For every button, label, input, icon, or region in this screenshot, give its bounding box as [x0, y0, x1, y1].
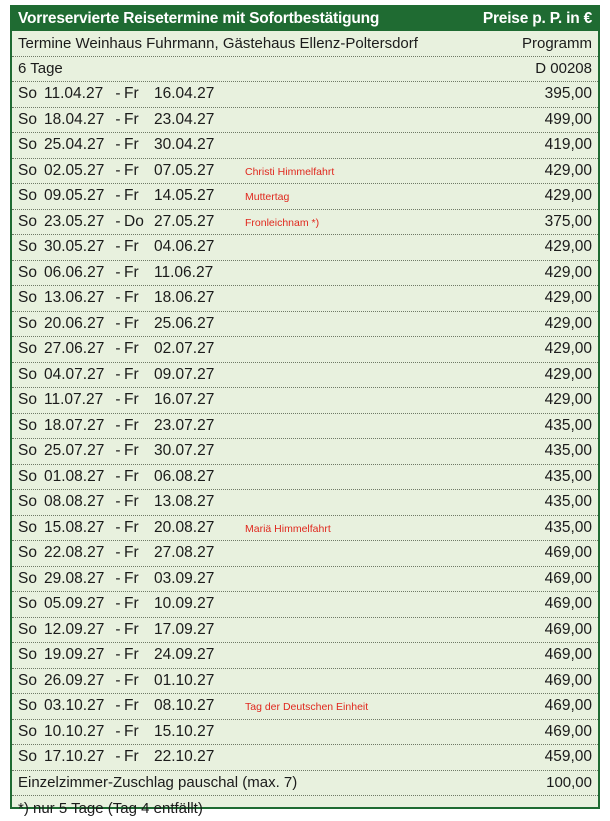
- price: 435,00: [544, 416, 592, 434]
- date-range: [18, 646, 234, 664]
- start-weekday: So: [18, 314, 37, 332]
- start-weekday: So: [18, 289, 37, 307]
- start-weekday: So: [18, 620, 37, 638]
- end-weekday: Fr: [124, 416, 139, 434]
- table-row: [12, 465, 598, 491]
- end-weekday: Fr: [124, 493, 139, 511]
- end-weekday: Fr: [124, 595, 139, 613]
- end-weekday: Fr: [124, 187, 139, 205]
- date-range: [18, 162, 234, 180]
- price: 435,00: [544, 442, 592, 460]
- table-header: [12, 7, 598, 31]
- price: 395,00: [544, 85, 592, 103]
- end-weekday: Fr: [124, 365, 139, 383]
- end-date: 25.06.27: [154, 314, 215, 332]
- table-row: [12, 210, 598, 236]
- range-separator: -: [115, 722, 121, 740]
- end-date: 24.09.27: [154, 646, 215, 664]
- end-date: 27.08.27: [154, 544, 215, 562]
- date-range: [18, 544, 234, 562]
- end-weekday: Fr: [124, 722, 139, 740]
- start-weekday: So: [18, 697, 37, 715]
- end-date: 23.04.27: [154, 110, 215, 128]
- date-range: [18, 595, 234, 613]
- date-range: [18, 723, 234, 741]
- price: 469,00: [544, 646, 592, 664]
- range-separator: -: [115, 212, 121, 230]
- date-range: [18, 111, 234, 129]
- start-weekday: So: [18, 136, 37, 154]
- start-weekday: So: [18, 85, 37, 103]
- table-row: [12, 159, 598, 185]
- programm-code: D 00208: [535, 60, 592, 78]
- range-separator: -: [115, 748, 121, 766]
- table-row: [12, 108, 598, 134]
- end-weekday: Fr: [124, 671, 139, 689]
- location-row: [12, 31, 598, 57]
- end-weekday: Fr: [124, 340, 139, 358]
- table-row: [12, 337, 598, 363]
- date-range: [18, 391, 234, 409]
- start-date: 05.09.27: [44, 595, 105, 613]
- end-weekday: Fr: [124, 544, 139, 562]
- date-range: [18, 187, 234, 205]
- date-rows: [12, 82, 598, 771]
- end-date: 02.07.27: [154, 340, 215, 358]
- date-range: [18, 238, 234, 256]
- end-date: 23.07.27: [154, 416, 215, 434]
- table-row: [12, 567, 598, 593]
- end-weekday: Fr: [124, 391, 139, 409]
- start-weekday: So: [18, 493, 37, 511]
- price: 429,00: [544, 161, 592, 179]
- table-row: [12, 133, 598, 159]
- start-date: 26.09.27: [44, 671, 105, 689]
- table-row: [12, 669, 598, 695]
- date-range: [18, 340, 234, 358]
- end-date: 17.09.27: [154, 620, 215, 638]
- price: 429,00: [544, 187, 592, 205]
- start-weekday: So: [18, 569, 37, 587]
- range-separator: -: [115, 136, 121, 154]
- range-separator: -: [115, 161, 121, 179]
- start-weekday: So: [18, 518, 37, 536]
- price: 375,00: [544, 212, 592, 230]
- end-weekday: Fr: [124, 85, 139, 103]
- end-date: 20.08.27: [154, 518, 215, 536]
- range-separator: -: [115, 85, 121, 103]
- holiday-note: Tag der Deutschen Einheit: [245, 701, 369, 713]
- start-date: 22.08.27: [44, 544, 105, 562]
- footnote-row: [12, 796, 598, 821]
- end-date: 08.10.27: [154, 697, 215, 715]
- date-range: [18, 621, 234, 639]
- range-separator: -: [115, 314, 121, 332]
- start-weekday: So: [18, 187, 37, 205]
- start-weekday: So: [18, 595, 37, 613]
- range-separator: -: [115, 569, 121, 587]
- start-date: 30.05.27: [44, 238, 105, 256]
- start-weekday: So: [18, 110, 37, 128]
- table-row: [12, 439, 598, 465]
- range-separator: -: [115, 493, 121, 511]
- end-date: 01.10.27: [154, 671, 215, 689]
- price: 429,00: [544, 289, 592, 307]
- end-date: 03.09.27: [154, 569, 215, 587]
- price-table: [10, 5, 600, 817]
- end-date: 27.05.27: [154, 212, 215, 230]
- programm-label: Programm: [521, 34, 592, 52]
- start-weekday: So: [18, 416, 37, 434]
- price: 435,00: [544, 493, 592, 511]
- end-date: 11.06.27: [154, 263, 214, 281]
- start-date: 06.06.27: [44, 263, 105, 281]
- price: 499,00: [544, 110, 592, 128]
- location-text: Termine Weinhaus Fuhrmann, Gästehaus Ellenz-Poltersdorf: [18, 34, 418, 52]
- start-weekday: So: [18, 161, 37, 179]
- start-date: 02.05.27: [44, 161, 105, 179]
- surcharge-price: 100,00: [546, 774, 592, 792]
- range-separator: -: [115, 671, 121, 689]
- end-date: 18.06.27: [154, 289, 215, 307]
- price: 429,00: [544, 238, 592, 256]
- table-row: [12, 82, 598, 108]
- end-weekday: Fr: [124, 161, 139, 179]
- range-separator: -: [115, 595, 121, 613]
- start-weekday: So: [18, 238, 37, 256]
- end-date: 15.10.27: [154, 722, 215, 740]
- end-weekday: Fr: [124, 646, 139, 664]
- date-range: [18, 493, 234, 511]
- range-separator: -: [115, 340, 121, 358]
- surcharge-label: Einzelzimmer-Zuschlag pauschal (max. 7): [18, 774, 298, 792]
- end-weekday: Fr: [124, 518, 139, 536]
- price: 469,00: [544, 671, 592, 689]
- start-weekday: So: [18, 544, 37, 562]
- date-range: [18, 672, 234, 690]
- range-separator: -: [115, 697, 121, 715]
- start-date: 29.08.27: [44, 569, 105, 587]
- date-range: [18, 315, 234, 333]
- date-range: [18, 519, 234, 537]
- end-weekday: Fr: [124, 110, 139, 128]
- end-weekday: Fr: [124, 569, 139, 587]
- price: 429,00: [544, 263, 592, 281]
- price: 469,00: [544, 697, 592, 715]
- price: 419,00: [544, 136, 592, 154]
- end-date: 10.09.27: [154, 595, 215, 613]
- range-separator: -: [115, 238, 121, 256]
- end-weekday: Do: [124, 212, 144, 230]
- price: 469,00: [544, 620, 592, 638]
- start-weekday: So: [18, 442, 37, 460]
- table-row: [12, 694, 598, 720]
- start-date: 11.04.27: [44, 85, 104, 103]
- range-separator: -: [115, 365, 121, 383]
- start-date: 11.07.27: [44, 391, 104, 409]
- start-date: 08.08.27: [44, 493, 105, 511]
- footnote-text: *) nur 5 Tage (Tag 4 entfällt): [18, 800, 203, 817]
- start-date: 18.07.27: [44, 416, 105, 434]
- surcharge-row: [12, 771, 598, 797]
- holiday-note: Muttertag: [245, 191, 290, 203]
- end-date: 06.08.27: [154, 467, 215, 485]
- end-weekday: Fr: [124, 289, 139, 307]
- start-weekday: So: [18, 212, 37, 230]
- start-date: 01.08.27: [44, 467, 105, 485]
- table-row: [12, 286, 598, 312]
- range-separator: -: [115, 416, 121, 434]
- duration-text: 6 Tage: [18, 60, 63, 78]
- start-date: 20.06.27: [44, 314, 105, 332]
- date-range: [18, 213, 234, 231]
- end-weekday: Fr: [124, 314, 139, 332]
- date-range: [18, 570, 234, 588]
- price: 429,00: [544, 365, 592, 383]
- start-weekday: So: [18, 646, 37, 664]
- start-date: 10.10.27: [44, 722, 105, 740]
- price: 469,00: [544, 569, 592, 587]
- range-separator: -: [115, 544, 121, 562]
- end-weekday: Fr: [124, 263, 139, 281]
- table-row: [12, 541, 598, 567]
- price: 469,00: [544, 595, 592, 613]
- table-title: Vorreservierte Reisetermine mit Sofortbestätigung: [18, 10, 380, 27]
- price: 469,00: [544, 722, 592, 740]
- table-row: [12, 235, 598, 261]
- date-range: [18, 697, 234, 715]
- end-date: 13.08.27: [154, 493, 215, 511]
- end-date: 30.04.27: [154, 136, 215, 154]
- table-row: [12, 516, 598, 542]
- start-date: 03.10.27: [44, 697, 105, 715]
- start-weekday: So: [18, 722, 37, 740]
- table-row: [12, 618, 598, 644]
- range-separator: -: [115, 391, 121, 409]
- start-date: 19.09.27: [44, 646, 105, 664]
- holiday-note: Mariä Himmelfahrt: [245, 522, 331, 535]
- end-weekday: Fr: [124, 467, 139, 485]
- range-separator: -: [115, 518, 121, 536]
- end-weekday: Fr: [124, 136, 139, 154]
- start-weekday: So: [18, 365, 37, 383]
- price-unit-label: Preise p. P. in €: [482, 10, 592, 27]
- end-date: 16.07.27: [154, 391, 215, 409]
- range-separator: -: [115, 442, 121, 460]
- start-weekday: So: [18, 671, 37, 689]
- start-weekday: So: [18, 340, 37, 358]
- end-weekday: Fr: [124, 238, 139, 256]
- holiday-note: Fronleichnam *): [245, 216, 320, 229]
- start-weekday: So: [18, 467, 37, 485]
- table-row: [12, 261, 598, 287]
- range-separator: -: [115, 187, 121, 205]
- start-date: 18.04.27: [44, 110, 105, 128]
- start-weekday: So: [18, 748, 37, 766]
- table-row: [12, 592, 598, 618]
- start-date: 23.05.27: [44, 212, 105, 230]
- table-row: [12, 184, 598, 210]
- end-date: 16.04.27: [154, 85, 215, 103]
- table-row: [12, 312, 598, 338]
- range-separator: -: [115, 289, 121, 307]
- start-date: 12.09.27: [44, 620, 105, 638]
- holiday-note: Christi Himmelfahrt: [245, 165, 335, 178]
- price: 429,00: [544, 391, 592, 409]
- end-date: 09.07.27: [154, 365, 215, 383]
- start-date: 13.06.27: [44, 289, 105, 307]
- date-range: [18, 417, 234, 435]
- table-row: [12, 643, 598, 669]
- end-date: 04.06.27: [154, 238, 215, 256]
- end-date: 22.10.27: [154, 748, 215, 766]
- end-date: 30.07.27: [154, 442, 215, 460]
- table-row: [12, 490, 598, 516]
- date-range: [18, 442, 234, 460]
- start-date: 17.10.27: [44, 748, 105, 766]
- end-date: 14.05.27: [154, 187, 215, 205]
- start-weekday: So: [18, 263, 37, 281]
- range-separator: -: [115, 620, 121, 638]
- table-row: [12, 388, 598, 414]
- end-weekday: Fr: [124, 620, 139, 638]
- end-date: 07.05.27: [154, 161, 215, 179]
- date-range: [18, 289, 234, 307]
- end-weekday: Fr: [124, 697, 139, 715]
- start-date: 04.07.27: [44, 365, 105, 383]
- date-range: [18, 85, 234, 103]
- end-weekday: Fr: [124, 442, 139, 460]
- date-range: [18, 264, 234, 282]
- price: 429,00: [544, 314, 592, 332]
- range-separator: -: [115, 263, 121, 281]
- table-row: [12, 363, 598, 389]
- start-weekday: So: [18, 391, 37, 409]
- range-separator: -: [115, 646, 121, 664]
- date-range: [18, 136, 234, 154]
- price: 469,00: [544, 544, 592, 562]
- start-date: 15.08.27: [44, 518, 105, 536]
- table-row: [12, 745, 598, 771]
- end-weekday: Fr: [124, 748, 139, 766]
- range-separator: -: [115, 467, 121, 485]
- start-date: 27.06.27: [44, 340, 105, 358]
- table-row: [12, 414, 598, 440]
- price: 459,00: [544, 748, 592, 766]
- start-date: 25.04.27: [44, 136, 105, 154]
- date-range: [18, 748, 234, 766]
- price: 435,00: [544, 467, 592, 485]
- start-date: 09.05.27: [44, 187, 105, 205]
- date-range: [18, 366, 234, 384]
- start-date: 25.07.27: [44, 442, 105, 460]
- range-separator: -: [115, 110, 121, 128]
- date-range: [18, 468, 234, 486]
- price: 435,00: [544, 518, 592, 536]
- duration-row: [12, 57, 598, 83]
- price: 429,00: [544, 340, 592, 358]
- table-row: [12, 720, 598, 746]
